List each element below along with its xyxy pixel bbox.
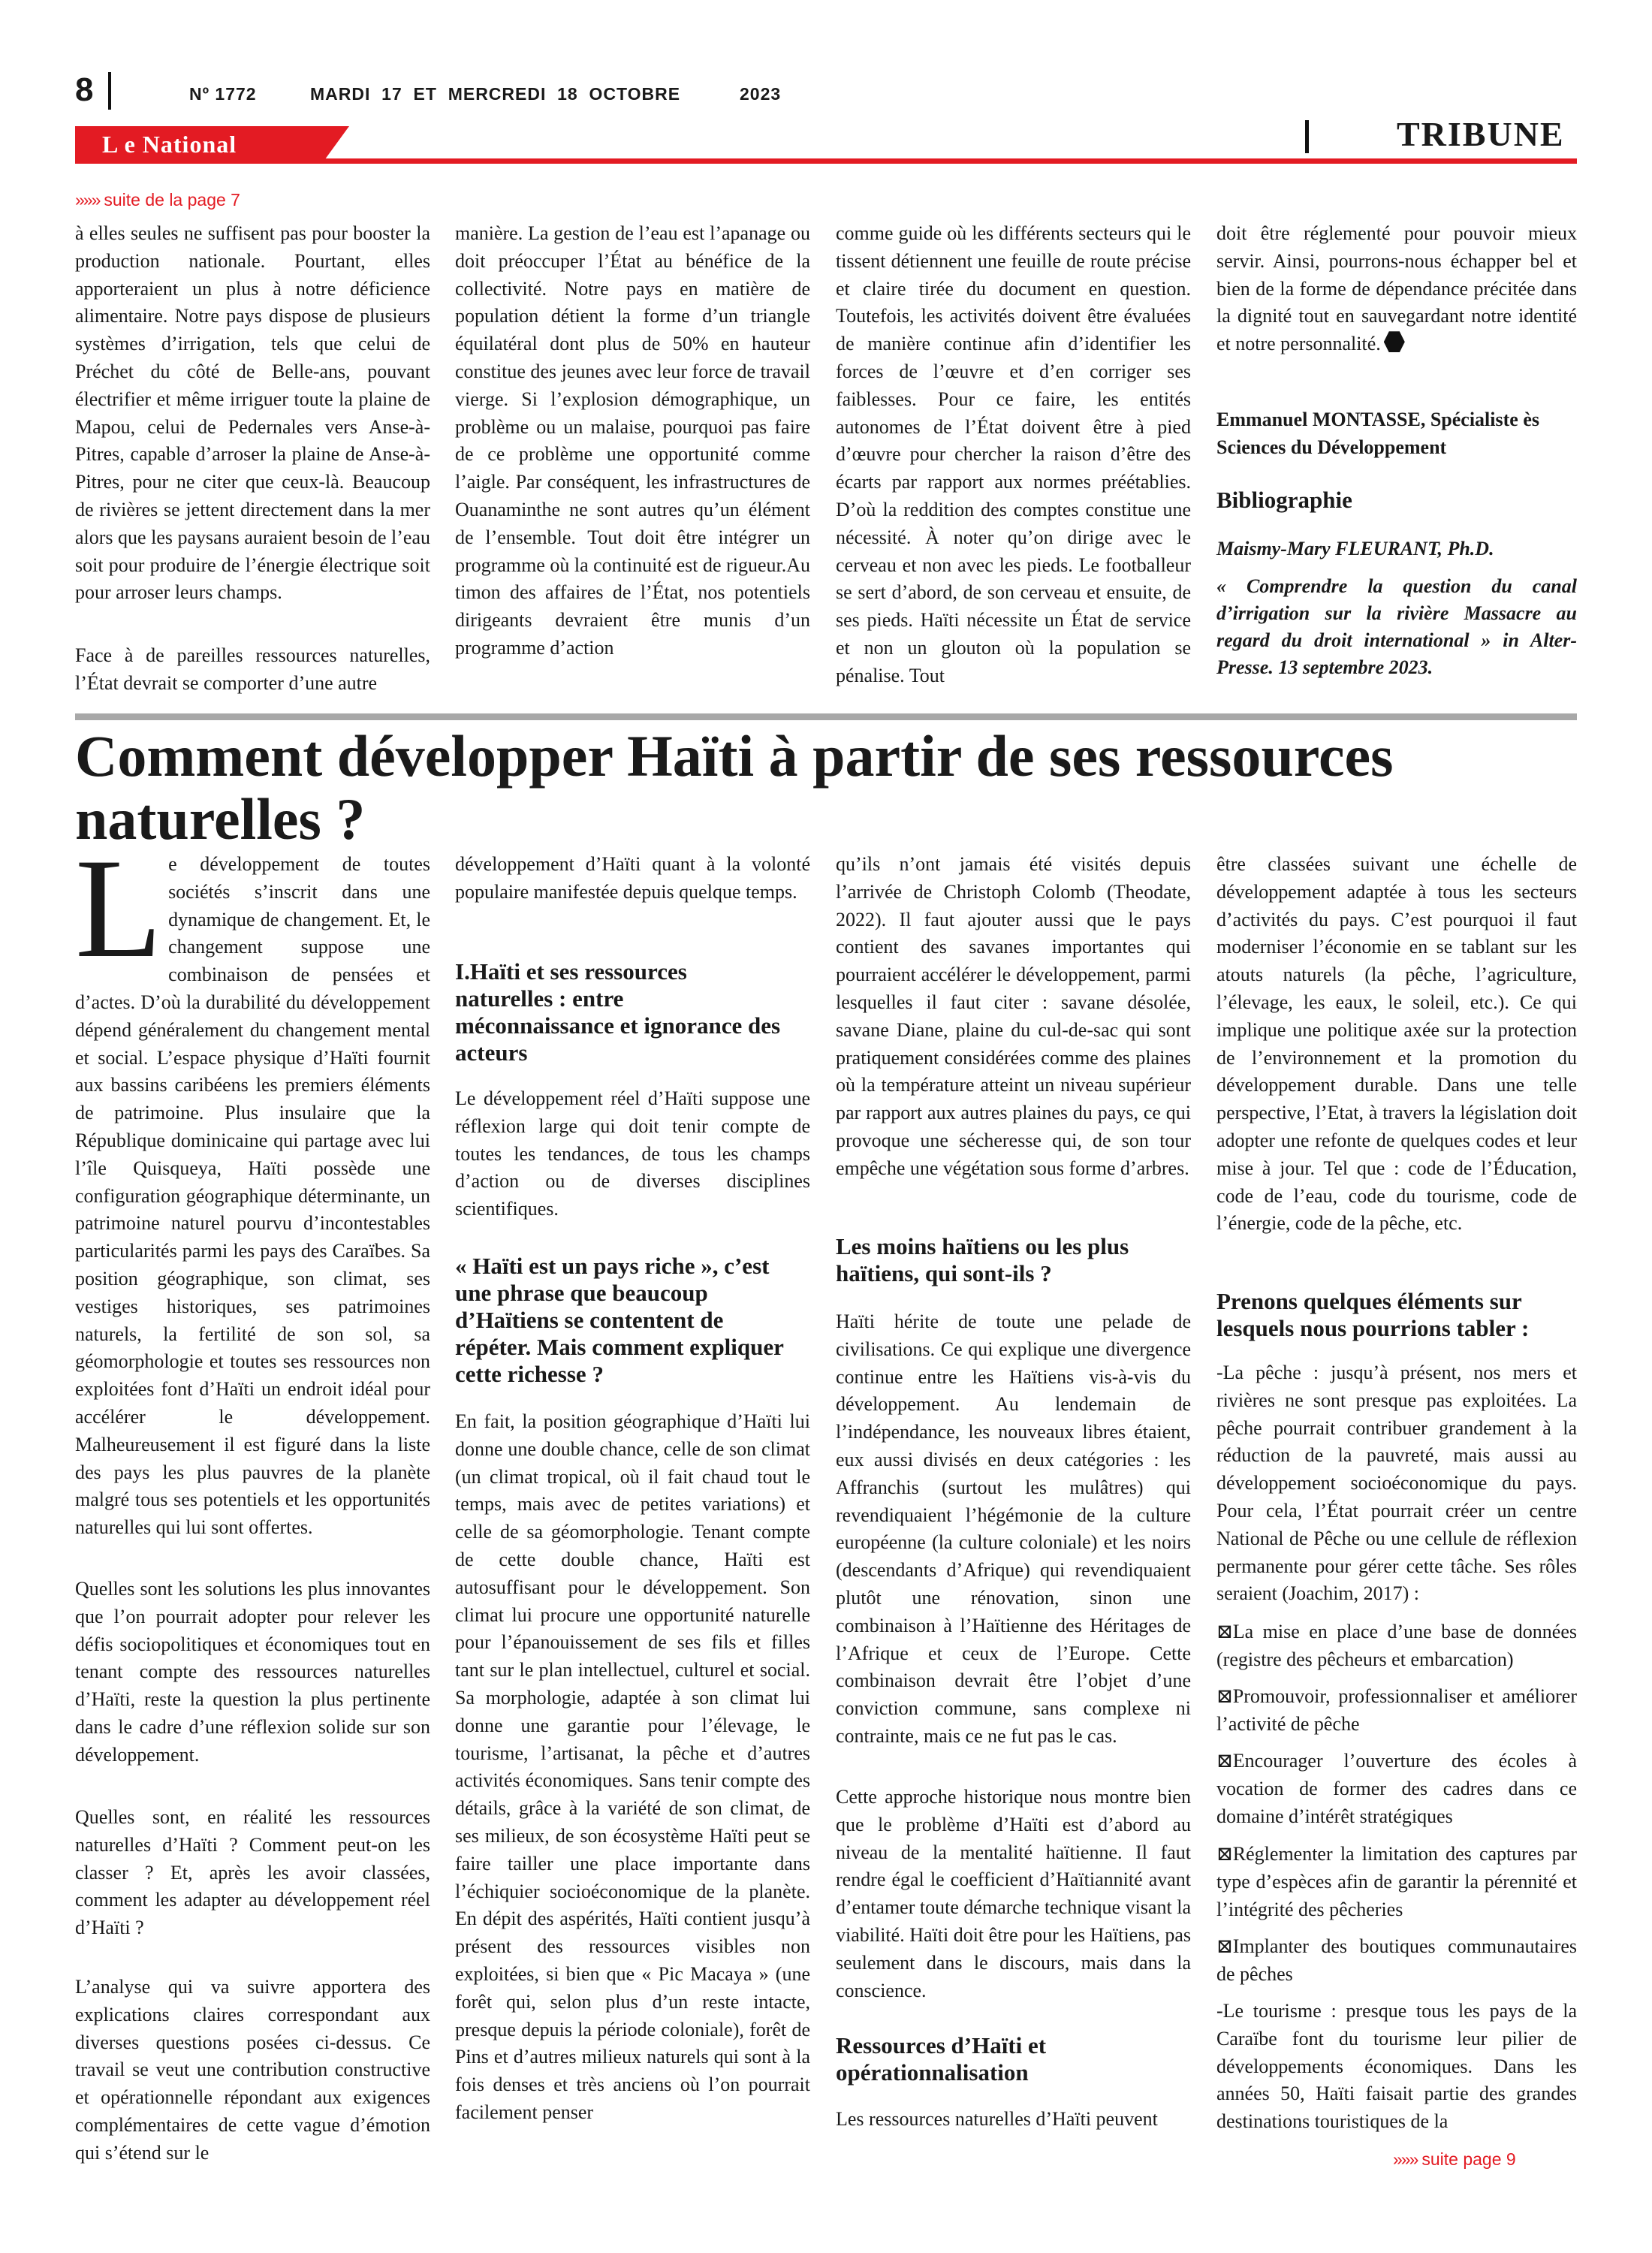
article-paragraph: Les ressources naturelles d’Haïti peuvent [836, 2108, 1158, 2130]
article-paragraph: qu’ils n’ont jamais été visités depuis l’arrivée de Christoph Colomb (Theodate, 2022). Il faut ajouter aussi que le pays contient des savanes importantes qui pourraient accélérer le développement, parmi lesquelles il faut citer : savane désolée, savane Diane, plaine du cul-de-sac qui sont pratiquement considérées comme des plaines où la température atteint un niveau supérieur par rapport aux autres plaines du pays, ce qui provoque une sécheresse qui, de son tour empêche une végétation sous forme d’arbres. [836, 853, 1191, 1179]
prev-article-paragraph: manière. La gestion de l’eau est l’apanage ou doit préoccuper l’État au bénéfice de la collectivité. Notre pays en matière de population détient la forme d’un triangle équilatéral dont plus de 50% en hauteur constitue des jeunes avec leur force de travail vierge. Si l’explosion démographique, un problème ou un malaise, pourquoi pas faire de ce problème une opportunité comme l’aigle. Par conséquent, les infrastructures de Ouanaminthe ne sont autres qu’un élément de l’ensemble. Tout doit être intégrer un programme où la continuité est de rigueur.Au timon des affaires de l’État, nos potentiels dirigeants devraient être munis d’un programme d’action [455, 222, 810, 659]
article-paragraph: -La pêche : jusqu’à présent, nos mers et rivières ne sont presque pas exploitées. La pêche pourrait contribuer grandement à la réduction de la pauvreté, mais aussi au développement socioéconomique du pays. Pour cela, l’État pourrait créer un centre National de Pêche ou une cellule de réflexion permanente pour gérer cette tâche. Ses rôles seraient (Joachim, 2017) : [1216, 1362, 1577, 1605]
continued-from-text: suite de la page 7 [104, 190, 240, 210]
checkbox-bullet-icon: ⊠ [1216, 1935, 1233, 1957]
article-subheading: Les moins haïtiens ou les plus haïtiens, qui sont-ils ? [836, 1233, 1129, 1286]
list-item-text: Promouvoir, professionnaliser et améliorer l’activité de pêche [1216, 1685, 1577, 1735]
list-item-text: Réglementer la limitation des captures par type d’espèces afin de garantir la pérennité et l’intégrité des pêcheries [1216, 1843, 1577, 1920]
article-separator [75, 713, 1577, 720]
newspaper-logo: L e National [102, 131, 237, 158]
prev-article-paragraph: Face à de pareilles ressources naturelles, l’État devrait se comporter d’une autre [75, 644, 430, 694]
article-paragraph: développement d’Haïti quant à la volonté populaire manifestée depuis quelque temps. [455, 853, 810, 903]
issue-number: Nº 1772 [189, 84, 257, 104]
article-paragraph [75, 830, 430, 1542]
section-title: TRIBUNE [1397, 115, 1565, 153]
drop-cap: L [75, 830, 163, 988]
prev-article-text: doit être réglementé pour pouvoir mieux servir. Ainsi, pourrons-nous échapper bel et bien de la forme de dépendance précitée dans la dignité tout en sauvegardant notre identité et notre personnalité. [1216, 222, 1577, 355]
article-paragraph: Cette approche historique nous montre bien que le problème d’Haïti est d’abord au niveau de la mentalité haïtienne. Il faut rendre égal le coefficient d’Haïtiannité avant d’entamer toute démarche technique visant la viabilité. Haïti doit être pour les Haïtiens, pas seulement dans le discours, mais dans la conscience. [836, 1786, 1191, 2001]
page-number: 8 [75, 71, 94, 108]
prev-article-paragraph [1216, 220, 1577, 358]
checkbox-bullet-icon: ⊠ [1216, 1750, 1233, 1772]
header-red-rule [75, 158, 1577, 164]
continued-on-link[interactable] [1393, 2149, 1516, 2170]
list-item [1216, 1933, 1577, 1989]
continued-on-text: suite page 9 [1421, 2149, 1516, 2169]
article-subheading: Prenons quelques éléments sur lesquels nous pourrions tabler : [1216, 1288, 1530, 1341]
continued-from-link[interactable] [75, 190, 240, 210]
list-item [1216, 1748, 1577, 1830]
page-number-divider [108, 72, 111, 110]
list-item-text: Encourager l’ouverture des écoles à vocation de former des cadres dans ce domaine d’intérêt stratégiques [1216, 1750, 1577, 1827]
article-subheading: « Haïti est un pays riche », c’est une phrase que beaucoup d’Haïtiens se contentent de répéter. Mais comment expliquer cette richesse ? [455, 1253, 784, 1387]
checkbox-bullet-icon: ⊠ [1216, 1685, 1233, 1707]
continuation-arrows: »»» [75, 190, 100, 210]
end-of-article-icon [1384, 331, 1405, 352]
bibliography-author: Maismy-Mary FLEURANT, Ph.D. [1216, 538, 1494, 559]
list-item-text: La mise en place d’une base de données (registre des pêcheurs et embarcation) [1216, 1621, 1577, 1670]
list-item [1216, 1841, 1577, 1923]
article-paragraph: En fait, la position géographique d’Haïti lui donne une double chance, celle de son climat (un climat tropical, où il fait chaud tout le temps, mais avec de petites variations) et celle de sa géomorphologie. Tenant compte de cette double chance, Haïti est autosuffisant pour le développement. Son climat lui procure une opportunité naturelle pour l’épanouissement de ses fils et filles tant sur le plan intellectuel, culturel et social. Sa morphologie, adaptée à son climat lui donne une garantie pour l’élevage, le tourisme, l’artisanat, la pêche et d’autres activités économiques. Sans tenir compte des détails, grâce à la variété de son climat, de ses milieux, de son écosystème Haïti peut se faire tailler une place importante dans l’échiquier socioéconomique de la planète. En dépit des aspérités, Haïti contient jusqu’à présent des ressources visibles non exploitées, si bien que « Pic Macaya » (une forêt qui, selon plus d’un reste intacte, presque depuis la période coloniale), forêt de Pins et d’autres milieux naturels qui sont à la fois denses et très anciens où l’on pourrait facilement penser [455, 1410, 810, 2123]
issue-date: MARDI 17 ET MERCREDI 18 OCTOBRE [310, 84, 681, 104]
checkbox-bullet-icon: ⊠ [1216, 1843, 1233, 1865]
article-headline: Comment développer Haïti à partir de ses ressources naturelles ? [75, 723, 1394, 852]
list-item [1216, 1618, 1577, 1674]
article-paragraph: Haïti hérite de toute une pelade de civilisations. Ce qui explique une divergence continue entre les Haïtiens vis-à-vis du développement. Au lendemain de l’indépendance, les nouveaux libres étaient, eux aussi divisés en deux catégories : les Affranchis (surtout les mulâtres) qui revendiquaient l’hégémonie de la culture européenne (la culture coloniale) et les noirs (descendants d’Afrique) qui revendiquaient plutôt une rénovation, sinon une combinaison à l’Haïtienne des Héritages de l’Afrique et ceux de l’Europe. Cette combinaison devrait être l’objet d’une conviction commune, sans complexe ni contrainte, mais ce ne fut pas le cas. [836, 1310, 1191, 1747]
issue-year: 2023 [740, 84, 782, 104]
article-paragraph: Quelles sont, en réalité les ressources naturelles d’Haïti ? Comment peut-on les classer ? Et, après les avoir classées, comment les adapter au développement réel d’Haïti ? [75, 1806, 430, 1939]
article-subheading: Ressources d’Haïti et opérationnalisation [836, 2032, 1047, 2086]
continuation-arrows: »»» [1393, 2149, 1418, 2169]
section-divider [1305, 120, 1309, 153]
author-credit: Emmanuel MONTASSE, Spécialiste ès Sciences du Développement [1216, 409, 1539, 458]
article-paragraph: Le développement réel d’Haïti suppose une réflexion large qui doit tenir compte de toutes les tendances, de tous les champs d’action ou de diverses disciplines scientifiques. [455, 1087, 810, 1220]
article-subheading: I.Haïti et ses ressources naturelles : entre méconnaissance et ignorance des acteurs [455, 958, 781, 1066]
bibliography-heading: Bibliographie [1216, 487, 1352, 513]
article-paragraph: -Le tourisme : presque tous les pays de la Caraïbe font du tourisme leur pilier de développements économiques. Dans les années 50, Haïti faisait partie des grandes destinations touristiques de la [1216, 2000, 1577, 2133]
checkbox-bullet-icon: ⊠ [1216, 1621, 1233, 1642]
article-paragraph: être classées suivant une échelle de développement adaptée à tous les secteurs d’activités du pays. C’est pourquoi il faut moderniser l’économie en se tablant sur les atouts naturels (la pêche, l’agriculture, l’élevage, les eaux, le soleil, etc.). Ce qui implique une politique axée sur la protection de l’environnement et la promotion du développement durable. Dans une telle perspective, l’Etat, à travers la législation doit adopter une refonte de quelques codes et leur mise à jour. Tel que : code de l’Éducation, code de l’eau, code du tourisme, code de l’énergie, code de la pêche, etc. [1216, 853, 1577, 1235]
bibliography-reference: « Comprendre la question du canal d’irrigation sur la rivière Massacre au regard du droit international » in Alter-Presse. 13 septembre 2023. [1216, 575, 1577, 678]
article-text: e développement de toutes sociétés s’inscrit dans une dynamique de changement. Et, le changement suppose une combinaison de pensées et d’actes. D’où la durabilité du développement dépend généralement du changement mental et social. L’espace physique d’Haïti fournit aux bassins caribéens les premiers éléments de patrimoine. Plus insulaire que la République dominicaine qui partage avec lui l’île Quisqueya, Haïti possède une configuration géographique déterminante, un patrimoine naturel pourvu d’incontestables particularités parmi les pays des Caraïbes. Sa position géographique, son climat, ses vestiges historiques, ses patrimoines naturels, la fertilité de son sol, sa géomorphologie et toutes ses ressources non exploitées font d’Haïti un endroit idéal pour accélérer le développement. Malheureusement il est figuré dans la liste des pays les plus pauvres de la planète malgré tous ses potentiels et les opportunités naturelles qui lui sont offertes. [75, 853, 430, 1539]
article-paragraph: Quelles sont les solutions les plus innovantes que l’on pourrait adopter pour relever les défis sociopolitiques et économiques tout en tenant compte des ressources naturelles d’Haïti, reste la question la plus pertinente dans le cadre d’une réflexion solide sur son développement. [75, 1578, 430, 1766]
list-item-text: Implanter des boutiques communautaires de pêches [1216, 1935, 1577, 1985]
prev-article-paragraph: comme guide où les différents secteurs qui le tissent détiennent une feuille de route précise et claire tirée du document en question. Toutefois, les activités doivent être évaluées de manière continue afin d’identifier les forces de l’œuvre et d’en corriger ses faiblesses. Pour ce faire, les entités autonomes de l’État doivent être à pied d’œuvre pour chercher la raison d’être des écarts par rapport aux normes préétablies. D’où la reddition des comptes constitue une nécessité. À noter qu’on dirige avec le cerveau et non avec les pieds. Le footballeur se sert d’abord, de son cerveau et ensuite, de ses pieds. Haïti nécessite un État de service et non un glouton où la population se pénalise. Tout [836, 222, 1191, 686]
prev-article-paragraph: à elles seules ne suffisent pas pour booster la production nationale. Pourtant, elles apporteraient un plus à notre déficience alimentaire. Notre pays dispose de plusieurs systèmes d’irrigation, tels que celui de Préchet du côté de Belle-ans, pouvant électrifier et même irriguer toute la plaine de Mapou, celui de Pedernales vers Anse-à-Pitres, capable d’arroser la plaine de Anse-à-Pitres, pour ne citer que ceux-là. Beaucoup de rivières se jettent directement dans la mer alors que les paysans auraient besoin de l’eau soit pour produire de l’énergie électrique soit pour arroser leurs champs. [75, 222, 430, 604]
list-item [1216, 1683, 1577, 1739]
article-paragraph: L’analyse qui va suivre apportera des explications claires correspondant aux diverses questions posées ci-dessus. Ce travail se veut une contribution constructive et opérationnelle répondant aux exigences complémentaires de cette vague d’émotion qui s’étend sur le [75, 1976, 430, 2164]
